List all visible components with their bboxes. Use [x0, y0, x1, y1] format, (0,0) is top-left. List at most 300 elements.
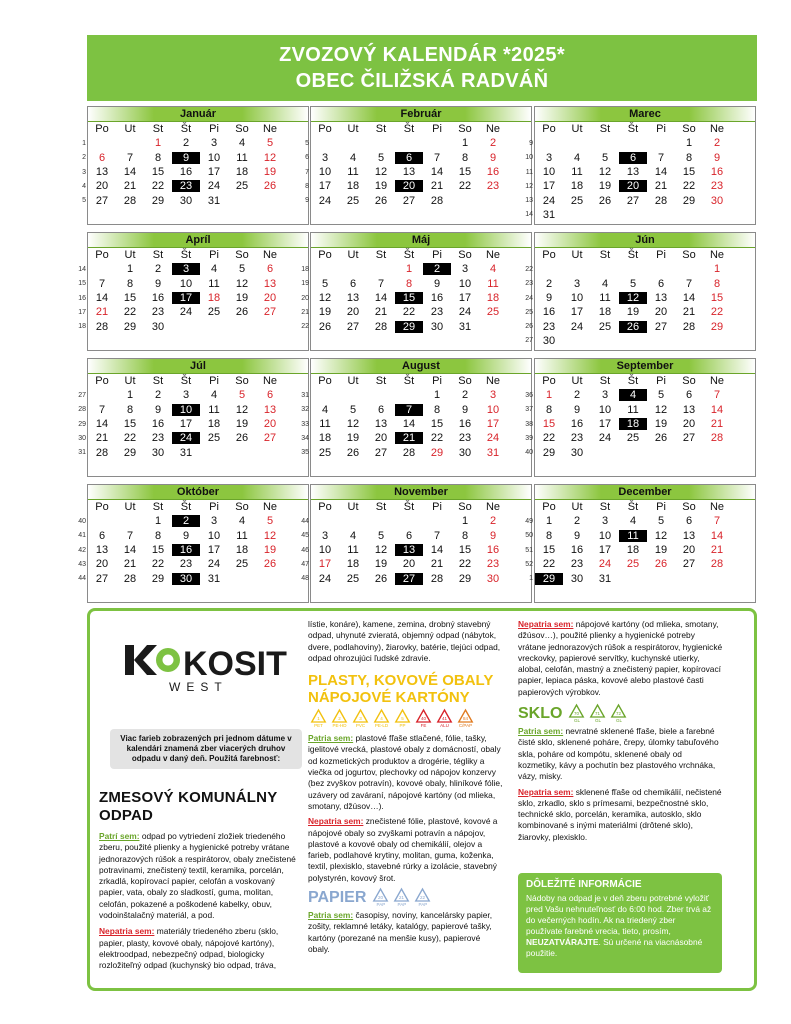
day-cell: 17: [458, 292, 472, 305]
svg-text:41: 41: [441, 716, 448, 722]
day-cell: 29: [151, 194, 165, 207]
day-cell: 30: [570, 572, 584, 585]
day-cell: 5: [377, 151, 385, 164]
week-row: [301, 403, 531, 417]
day-cell: 29: [542, 446, 556, 459]
weekday-header: [88, 122, 308, 136]
week-number: 43: [78, 560, 86, 568]
day-cell: 25: [626, 432, 640, 445]
important-text-2: . Sú určené na viacnásobné použitie.: [526, 937, 703, 958]
weekday-header: [311, 248, 531, 262]
day-cell: 30: [570, 446, 584, 459]
day-cell: 5: [266, 137, 274, 150]
weekday-label: Ut: [347, 375, 359, 388]
week-row: [305, 136, 531, 150]
weekday-label: Št: [627, 501, 639, 514]
day-cell: 9: [489, 529, 497, 542]
mixed-not-label: Nepatria sem:: [99, 926, 155, 937]
day-cell: 26: [654, 558, 668, 571]
day-cell: 15: [123, 418, 137, 431]
symbol-code: C/PAP: [458, 723, 473, 729]
week-row: [525, 557, 755, 571]
day-cell: 26: [346, 446, 360, 459]
weekday-label: Ne: [262, 375, 278, 388]
week-row: [529, 136, 755, 150]
week-number: 8: [305, 182, 309, 190]
day-cell: 23: [458, 432, 472, 445]
week-number: 18: [301, 265, 309, 273]
day-cell: 27: [346, 320, 360, 333]
day-cell: 7: [685, 277, 693, 290]
day-cell: 21: [95, 306, 109, 319]
header-subtitle: OBEC ČILIŽSKÁ RADVÁŇ: [295, 70, 549, 92]
day-cell: 3: [545, 151, 553, 164]
week-row: [525, 543, 755, 557]
day-cell: 24: [207, 558, 221, 571]
important-emphasis: NEUZATVÁRAJTE: [526, 937, 599, 947]
week-number: 36: [525, 391, 533, 399]
day-cell: 23: [179, 558, 193, 571]
week-row: [82, 179, 308, 193]
day-cell: 21: [123, 558, 137, 571]
day-cell: 24: [318, 194, 332, 207]
month-name: Jún: [535, 233, 755, 248]
day-cell: 27: [654, 320, 668, 333]
day-cell: 10: [598, 403, 612, 416]
day-cell: 22: [123, 432, 137, 445]
weekday-label: St: [599, 375, 611, 388]
day-cell: 8: [433, 403, 441, 416]
week-row: [305, 193, 531, 207]
day-cell: 26: [619, 321, 647, 333]
symbol-code: PVC: [355, 723, 366, 729]
week-number: 4: [82, 182, 86, 190]
weekday-label: Po: [318, 375, 332, 388]
day-cell: 25: [318, 446, 332, 459]
recycling-symbol-icon: [350, 709, 371, 729]
weekday-label: Ut: [571, 375, 583, 388]
weekday-label: Ut: [347, 501, 359, 514]
day-cell: 24: [179, 306, 193, 319]
day-cell: 20: [95, 558, 109, 571]
week-number: 28: [78, 406, 86, 414]
week-number: 39: [525, 434, 533, 442]
day-cell: 9: [461, 403, 469, 416]
day-cell: 1: [461, 515, 469, 528]
week-row: [525, 529, 755, 543]
day-cell: 5: [657, 389, 665, 402]
day-cell: 20: [682, 544, 696, 557]
day-cell: 26: [318, 320, 332, 333]
day-cell: 9: [182, 529, 190, 542]
weekday-label: Št: [403, 123, 415, 136]
day-cell: 27: [95, 194, 109, 207]
day-cell: 13: [654, 292, 668, 305]
waste-info-panel: [87, 608, 757, 991]
day-cell: 1: [685, 137, 693, 150]
weekday-label: So: [682, 249, 696, 262]
week-number: 48: [301, 575, 309, 583]
day-cell: 9: [172, 152, 200, 164]
day-cell: 12: [374, 166, 388, 179]
day-cell: 16: [151, 418, 165, 431]
day-cell: 11: [236, 151, 248, 164]
day-cell: 18: [619, 418, 647, 430]
day-cell: 6: [657, 277, 665, 290]
day-cell: 2: [172, 515, 200, 527]
day-cell: 1: [461, 137, 469, 150]
day-cell: 4: [489, 263, 497, 276]
week-number: 17: [78, 308, 86, 316]
day-cell: 30: [151, 320, 165, 333]
day-cell: 21: [430, 180, 444, 193]
day-cell: 26: [235, 306, 249, 319]
day-cell: 16: [486, 166, 500, 179]
month-2: [525, 106, 756, 225]
day-cell: 12: [263, 151, 277, 164]
month-name: Október: [88, 485, 308, 500]
day-cell: 15: [458, 544, 472, 557]
day-cell: 13: [263, 277, 277, 290]
week-row: [78, 319, 308, 333]
weekday-label: Ne: [262, 249, 278, 262]
day-cell: 1: [433, 389, 441, 402]
day-cell: 12: [598, 166, 612, 179]
week-number: 20: [301, 294, 309, 302]
week-number: 38: [525, 420, 533, 428]
month-4: [301, 232, 532, 351]
day-cell: 3: [210, 137, 218, 150]
day-cell: 5: [601, 151, 609, 164]
week-row: [301, 262, 531, 276]
day-cell: 3: [172, 263, 200, 275]
day-cell: 9: [154, 277, 162, 290]
day-cell: 10: [570, 292, 584, 305]
day-cell: 22: [458, 180, 472, 193]
day-cell: 8: [154, 151, 162, 164]
weekday-label: Št: [180, 123, 192, 136]
day-cell: 5: [266, 515, 274, 528]
mixed-belongs-text: odpad po vytriedení zložiek triedeného zberu, použité plienky a hygienické potreby vrátane jednorazových rúšok a respirátorov, obaly znečistené potravinami, znečistený textil, keramika, porcelán, zrkadlá, kopírovací papier, celofán a voskovaný papier, vata, obaly zo sladkostí, guma, molitan, celofán, pokazené a poškodené kabelky, obuv, vodoinštalačný materiál, a pod.: [99, 831, 296, 921]
day-cell: 7: [433, 151, 441, 164]
week-row: [78, 529, 308, 543]
day-cell: 21: [95, 432, 109, 445]
week-row: [525, 165, 755, 179]
weekday-label: Po: [542, 123, 556, 136]
day-cell: 23: [430, 306, 444, 319]
day-cell: 25: [346, 572, 360, 585]
weekday-label: So: [458, 249, 472, 262]
day-cell: 8: [126, 277, 134, 290]
week-number: 45: [301, 532, 309, 540]
day-cell: 30: [542, 334, 556, 347]
day-cell: 28: [374, 320, 388, 333]
svg-text:4: 4: [380, 716, 383, 722]
weekday-header: [311, 374, 531, 388]
glass-belongs-label: Patria sem:: [518, 726, 564, 737]
month-9: [78, 484, 309, 603]
weekday-label: Ne: [709, 375, 725, 388]
day-cell: 12: [654, 529, 668, 542]
day-cell: 3: [601, 389, 609, 402]
day-cell: 16: [172, 544, 200, 556]
weekday-label: Pi: [432, 123, 442, 136]
day-cell: 5: [377, 529, 385, 542]
day-cell: 13: [95, 544, 109, 557]
weekday-label: St: [152, 123, 164, 136]
day-cell: 21: [682, 306, 696, 319]
week-row: [82, 136, 308, 150]
day-cell: 28: [430, 572, 444, 585]
glass-title: SKLO: [518, 705, 563, 723]
weekday-header: [88, 248, 308, 262]
day-cell: 28: [95, 446, 109, 459]
day-cell: 7: [395, 404, 423, 416]
day-cell: 24: [207, 180, 221, 193]
recycling-symbol-icon: [370, 888, 391, 908]
weekday-label: Št: [627, 249, 639, 262]
day-cell: 7: [98, 277, 106, 290]
svg-text:71: 71: [595, 711, 601, 717]
day-cell: 15: [542, 544, 556, 557]
weekday-label: Po: [95, 249, 109, 262]
month-3: [78, 232, 309, 351]
month-name: Január: [88, 107, 308, 122]
day-cell: 20: [346, 306, 360, 319]
week-row: [525, 514, 755, 528]
week-row: [301, 514, 531, 528]
svg-text:21: 21: [399, 895, 405, 901]
day-cell: 11: [319, 418, 331, 431]
day-cell: 7: [126, 151, 134, 164]
day-cell: 27: [682, 558, 696, 571]
weekday-label: St: [375, 375, 387, 388]
week-number: 9: [529, 139, 533, 147]
month-8: [525, 358, 756, 477]
svg-text:22: 22: [420, 895, 426, 901]
day-cell: 18: [207, 292, 221, 305]
day-cell: 5: [238, 263, 246, 276]
weekday-header: [535, 248, 755, 262]
week-number: 9: [305, 197, 309, 205]
day-cell: 18: [235, 544, 249, 557]
day-cell: 3: [182, 389, 190, 402]
day-cell: 7: [713, 389, 721, 402]
day-cell: 6: [377, 403, 385, 416]
svg-text:2: 2: [338, 716, 341, 722]
day-cell: 17: [598, 418, 612, 431]
day-cell: 19: [263, 544, 277, 557]
day-cell: 14: [710, 403, 724, 416]
day-cell: 15: [430, 418, 444, 431]
paper-recycling-symbols: [370, 888, 433, 908]
day-cell: 18: [346, 180, 360, 193]
day-cell: 12: [346, 418, 360, 431]
day-cell: 3: [489, 389, 497, 402]
weekday-label: Ut: [571, 123, 583, 136]
day-cell: 15: [458, 166, 472, 179]
symbol-code: GL: [615, 718, 622, 724]
recycling-symbol-icon: [608, 704, 629, 724]
week-row: [78, 291, 308, 305]
month-5: [525, 232, 756, 351]
day-cell: 3: [210, 515, 218, 528]
weekday-label: So: [458, 123, 472, 136]
paper-title: PAPIER: [308, 889, 367, 907]
day-cell: 21: [123, 180, 137, 193]
weekday-label: Pi: [209, 375, 219, 388]
month-name: December: [535, 485, 755, 500]
day-cell: 2: [573, 515, 581, 528]
svg-text:20: 20: [378, 895, 384, 901]
week-number: 10: [525, 154, 533, 162]
week-number: 44: [301, 517, 309, 525]
day-cell: 12: [374, 544, 388, 557]
day-cell: 27: [682, 432, 696, 445]
recycling-symbol-icon: [587, 704, 608, 724]
week-number: 46: [301, 546, 309, 554]
mixed-not-continued: lístie, konáre), kamene, zemina, drobný stavebný odpad, uhynuté zvieratá, objemný odpad (nábytok, dvere, podlahoviny), žiarovky, batérie, tlejúci odpad, odpad ohrozujúci ľudské zdravie.: [308, 619, 501, 663]
day-cell: 15: [710, 292, 724, 305]
day-cell: 29: [395, 321, 423, 333]
day-cell: 17: [542, 180, 556, 193]
day-cell: 21: [710, 418, 724, 431]
glass-recycling-symbols: [566, 704, 629, 724]
weekday-label: Pi: [209, 501, 219, 514]
day-cell: 22: [151, 558, 165, 571]
week-number: 3: [82, 168, 86, 176]
day-cell: 30: [710, 194, 724, 207]
day-cell: 14: [710, 529, 724, 542]
day-cell: 1: [545, 389, 553, 402]
day-cell: 27: [395, 573, 423, 585]
plastics-title-2: NÁPOJOVÉ KARTÓNY: [308, 689, 470, 707]
svg-text:72: 72: [616, 711, 622, 717]
day-cell: 19: [598, 180, 612, 193]
symbol-code: PE-LD: [374, 723, 389, 729]
day-cell: 24: [486, 432, 500, 445]
symbol-code: GL: [594, 718, 601, 724]
mixed-waste-title: ZMESOVÝ KOMUNÁLNY: [99, 789, 278, 806]
week-row: [529, 571, 755, 585]
day-cell: 30: [458, 446, 472, 459]
week-number: 1: [529, 575, 533, 583]
recycling-symbol-icon: [371, 709, 392, 729]
day-cell: 19: [346, 432, 360, 445]
day-cell: 24: [458, 306, 472, 319]
day-cell: 1: [154, 515, 162, 528]
weekday-label: Pi: [432, 375, 442, 388]
day-cell: 19: [235, 418, 249, 431]
day-cell: 1: [405, 263, 413, 276]
day-cell: 31: [542, 208, 556, 221]
day-cell: 8: [685, 151, 693, 164]
day-cell: 30: [179, 194, 193, 207]
recycling-symbol-icon: [455, 709, 476, 729]
kosit-logo: [125, 643, 287, 703]
weekday-label: Ut: [571, 501, 583, 514]
plastics-belongs-label: Patria sem:: [308, 733, 354, 744]
day-cell: 24: [598, 558, 612, 571]
weekday-label: St: [152, 375, 164, 388]
week-number: 41: [78, 532, 86, 540]
day-cell: 26: [263, 180, 277, 193]
day-cell: 5: [321, 277, 329, 290]
day-cell: 11: [619, 530, 647, 542]
day-cell: 21: [710, 544, 724, 557]
day-cell: 21: [395, 432, 423, 444]
day-cell: 14: [95, 418, 109, 431]
day-cell: 19: [235, 292, 249, 305]
day-cell: 23: [570, 558, 584, 571]
weekday-label: So: [458, 501, 472, 514]
day-cell: 17: [207, 544, 221, 557]
day-cell: 7: [126, 529, 134, 542]
day-cell: 10: [179, 277, 193, 290]
day-cell: 4: [573, 151, 581, 164]
day-cell: 8: [154, 529, 162, 542]
week-number: 24: [525, 294, 533, 302]
day-cell: 23: [710, 180, 724, 193]
day-cell: 10: [318, 166, 332, 179]
plastics-title: PLASTY, KOVOVÉ OBALY: [308, 672, 494, 690]
day-cell: 9: [433, 277, 441, 290]
week-row: [525, 277, 755, 291]
weekday-label: So: [235, 123, 249, 136]
logo-subtext: WEST: [169, 680, 228, 694]
svg-text:5: 5: [401, 716, 404, 722]
day-cell: 13: [374, 418, 388, 431]
day-cell: 4: [321, 403, 329, 416]
recycling-symbol-icon: [413, 709, 434, 729]
week-row: [301, 445, 531, 459]
symbol-code: PP: [399, 723, 406, 729]
recycling-symbol-icon: [308, 709, 329, 729]
weekday-header: [311, 500, 531, 514]
day-cell: 8: [461, 151, 469, 164]
day-cell: 29: [682, 194, 696, 207]
week-row: [78, 262, 308, 276]
day-cell: 19: [626, 306, 640, 319]
day-cell: 6: [98, 151, 106, 164]
week-row: [301, 291, 531, 305]
day-cell: 11: [236, 529, 248, 542]
week-row: [525, 403, 755, 417]
weekday-label: Ne: [262, 501, 278, 514]
recycling-symbol-icon: [434, 709, 455, 729]
day-cell: 21: [374, 306, 388, 319]
day-cell: 17: [486, 418, 500, 431]
day-cell: 26: [654, 432, 668, 445]
svg-text:84: 84: [462, 716, 469, 722]
weekday-label: Ut: [124, 249, 136, 262]
month-7: [301, 358, 532, 477]
day-cell: 8: [713, 277, 721, 290]
day-cell: 7: [713, 515, 721, 528]
day-cell: 13: [346, 292, 360, 305]
plastics-belongs-text: plastové fľaše stlačené, fólie, tašky, igelitové vrecká, plastové obaly z domácností, obaly od kozmetických produktov a drogérie, tégliky a viečka od jogurtov, plechovky od nápojov konzervy (bez zvyškov potravín), kovové obaly, hliníkové fólie, uzávery od zaváraní, nápojové kartóny (od mlieka, smotany, džúsov…).: [308, 733, 503, 811]
day-cell: 22: [123, 306, 137, 319]
day-cell: 20: [402, 558, 416, 571]
day-cell: 19: [374, 558, 388, 571]
day-cell: 3: [601, 515, 609, 528]
day-cell: 21: [654, 180, 668, 193]
weekday-label: So: [458, 375, 472, 388]
day-cell: 16: [430, 292, 444, 305]
day-cell: 28: [430, 194, 444, 207]
day-cell: 1: [713, 263, 721, 276]
weekday-label: Pi: [432, 249, 442, 262]
